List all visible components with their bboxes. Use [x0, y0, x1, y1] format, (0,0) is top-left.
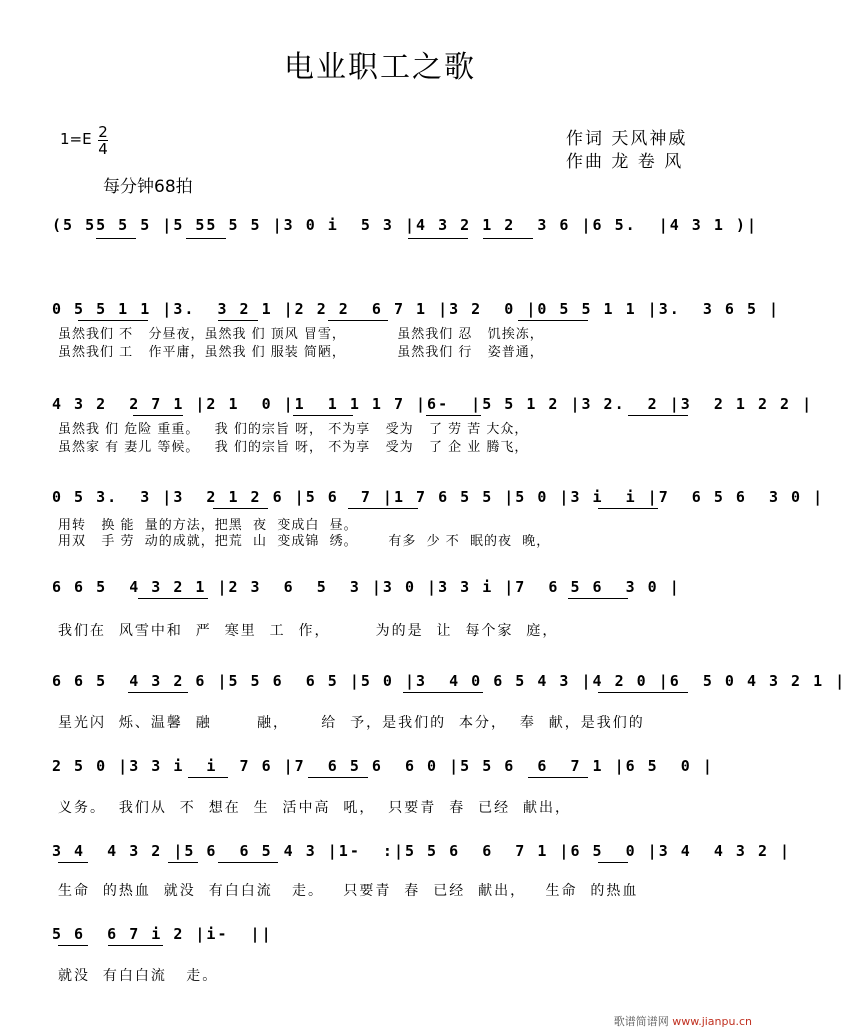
lyric-line-4a: 用转 换 能 量的方法，把黑 夜 变成白 昼。: [58, 518, 358, 533]
lyric-line-2a: 虽然我们 不 分昼夜，虽然我 们 顶风 冒雪， 虽然我们 忍 饥挨冻，: [58, 327, 544, 342]
lyric-line-6: 星光闪 烁、温馨 融 融， 给 予，是我们的 本分， 奉 献，是我们的: [58, 715, 645, 731]
composer-credit: 作曲 龙 卷 风: [566, 152, 684, 172]
notation-line-3: 4 3 2 2 7 1 |2 1 0 |1 1 1 1 7 |6- |5 5 1 2 |3 2. 2 |3 2 1 2 2 |: [52, 395, 814, 413]
tempo-marking: 每分钟68拍: [103, 177, 193, 197]
lyric-line-2b: 虽然我们 工 作平庸，虽然我 们 服装 简陋， 虽然我们 行 姿普通，: [58, 345, 544, 360]
notation-line-4: 0 5 3. 3 |3 2 1 2 6 |5 6 7 |1 7 6 5 5 |5 0 |3 i i |7 6 5 6 3 0 |: [52, 488, 825, 506]
notation-line-7: 2 5 0 |3 3 i i 7 6 |7 6 5 6 6 0 |5 5 6 6 7 1 |6 5 0 |: [52, 757, 714, 775]
watermark: [614, 1013, 752, 1029]
lyric-line-9: 就没 有白白流 走。: [58, 968, 219, 984]
watermark-url[interactable]: www.jianpu.cn: [672, 1015, 752, 1028]
lyric-line-3a: 虽然我 们 危险 重重。 我 们的宗旨 呀， 不为享 受为 了 劳 苦 大众，: [58, 422, 529, 437]
notation-line-2: 0 5 5 1 1 |3. 3 2 1 |2 2 2 6 7 1 |3 2 0 |0 5 5 1 1 |3. 3 6 5 |: [52, 300, 781, 318]
lyric-line-3b: 虽然家 有 妻儿 等候。 我 们的宗旨 呀， 不为享 受为 了 企 业 腾飞，: [58, 440, 529, 455]
song-title: 电业职工之歌: [284, 50, 476, 85]
lyric-line-7: 义务。 我们从 不 想在 生 活中高 吼， 只要青 春 已经 献出，: [58, 800, 572, 816]
notation-line-6: 6 6 5 4 3 2 6 |5 5 6 6 5 |5 0 |3 4 0 6 5 4 3 |4 2 0 |6 5 0 4 3 2 1 |: [52, 672, 846, 690]
time-signature-top: 2: [98, 123, 108, 141]
time-signature-bottom: 4: [98, 140, 108, 158]
lyricist-credit: 作词 天风神威: [566, 129, 688, 149]
lyric-line-4b: 用双 手 劳 动的成就，把荒 山 变成锦 绣。 有多 少 不 眠的夜 晚，: [58, 534, 551, 549]
watermark-site: 歌谱简谱网: [613, 1015, 669, 1028]
key-signature: 1=E: [60, 130, 92, 148]
lyric-line-5: 我们在 风雪中和 严 寒里 工 作， 为的是 让 每个家 庭，: [58, 623, 559, 639]
notation-line-9: 5 6 6 7 i 2 |i- ||: [52, 925, 273, 943]
notation-line-8: 3 4 4 3 2 |5 6 6 5 4 3 |1- :|5 5 6 6 7 1 |6 5 0 |3 4 4 3 2 |: [52, 842, 792, 860]
notation-line-1: (5 55 5 5 |5 55 5 5 |3 0 i 5 3 |4 3 2 1 2 3 6 |6 5. |4 3 1 )|: [52, 216, 758, 234]
lyric-line-8: 生命 的热血 就没 有白白流 走。 只要青 春 已经 献出， 生命 的热血: [58, 883, 639, 899]
notation-line-5: 6 6 5 4 3 2 1 |2 3 6 5 3 |3 0 |3 3 i |7 6 5 6 3 0 |: [52, 578, 681, 596]
time-signature: [97, 124, 109, 157]
